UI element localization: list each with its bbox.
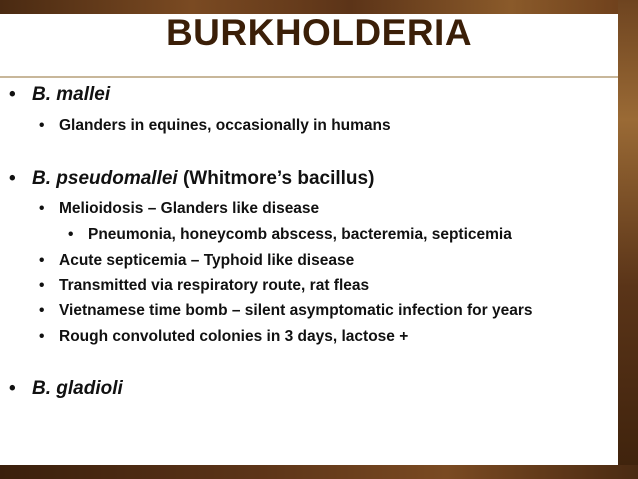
pseudomallei-detail-transmission: Transmitted via respiratory route, rat fleas bbox=[59, 277, 370, 294]
wood-frame-bottom bbox=[0, 465, 638, 479]
bullet-1: • bbox=[9, 84, 16, 105]
sub-bullet-2-1: • bbox=[39, 200, 45, 217]
sub-bullet-1-1: • bbox=[39, 117, 45, 134]
pseudomallei-detail-pneumonia: Pneumonia, honeycomb abscess, bacteremia, septicemia bbox=[88, 226, 512, 243]
mallei-detail-glanders: Glanders in equines, occasionally in humans bbox=[59, 117, 391, 134]
bullet-3: • bbox=[9, 378, 16, 399]
species-b-pseudomallei-line bbox=[32, 168, 374, 190]
title-divider bbox=[0, 76, 618, 78]
sub-sub-bullet-2-1-1: • bbox=[68, 226, 74, 243]
sub-bullet-2-3: • bbox=[39, 277, 45, 294]
slide-title: BURKHOLDERIA bbox=[165, 12, 473, 53]
pseudomallei-detail-acute-septicemia: Acute septicemia – Typhoid like disease bbox=[59, 252, 355, 269]
species-b-pseudomallei: B. pseudomallei bbox=[32, 168, 178, 189]
pseudomallei-detail-melioidosis: Melioidosis – Glanders like disease bbox=[59, 200, 320, 217]
bullet-2: • bbox=[9, 168, 16, 189]
sub-bullet-2-4: • bbox=[39, 302, 45, 319]
sub-bullet-2-5: • bbox=[39, 328, 45, 345]
pseudomallei-detail-colonies: Rough convoluted colonies in 3 days, lactose + bbox=[59, 328, 409, 345]
wood-frame-right bbox=[618, 0, 638, 479]
slide-content bbox=[0, 14, 618, 465]
pseudomallei-detail-time-bomb: Vietnamese time bomb – silent asymptomatic infection for years bbox=[59, 302, 533, 319]
species-b-mallei: B. mallei bbox=[32, 84, 111, 105]
species-b-pseudomallei-note: (Whitmore’s bacillus) bbox=[177, 168, 375, 189]
species-b-gladioli: B. gladioli bbox=[32, 378, 123, 399]
sub-bullet-2-2: • bbox=[39, 252, 45, 269]
